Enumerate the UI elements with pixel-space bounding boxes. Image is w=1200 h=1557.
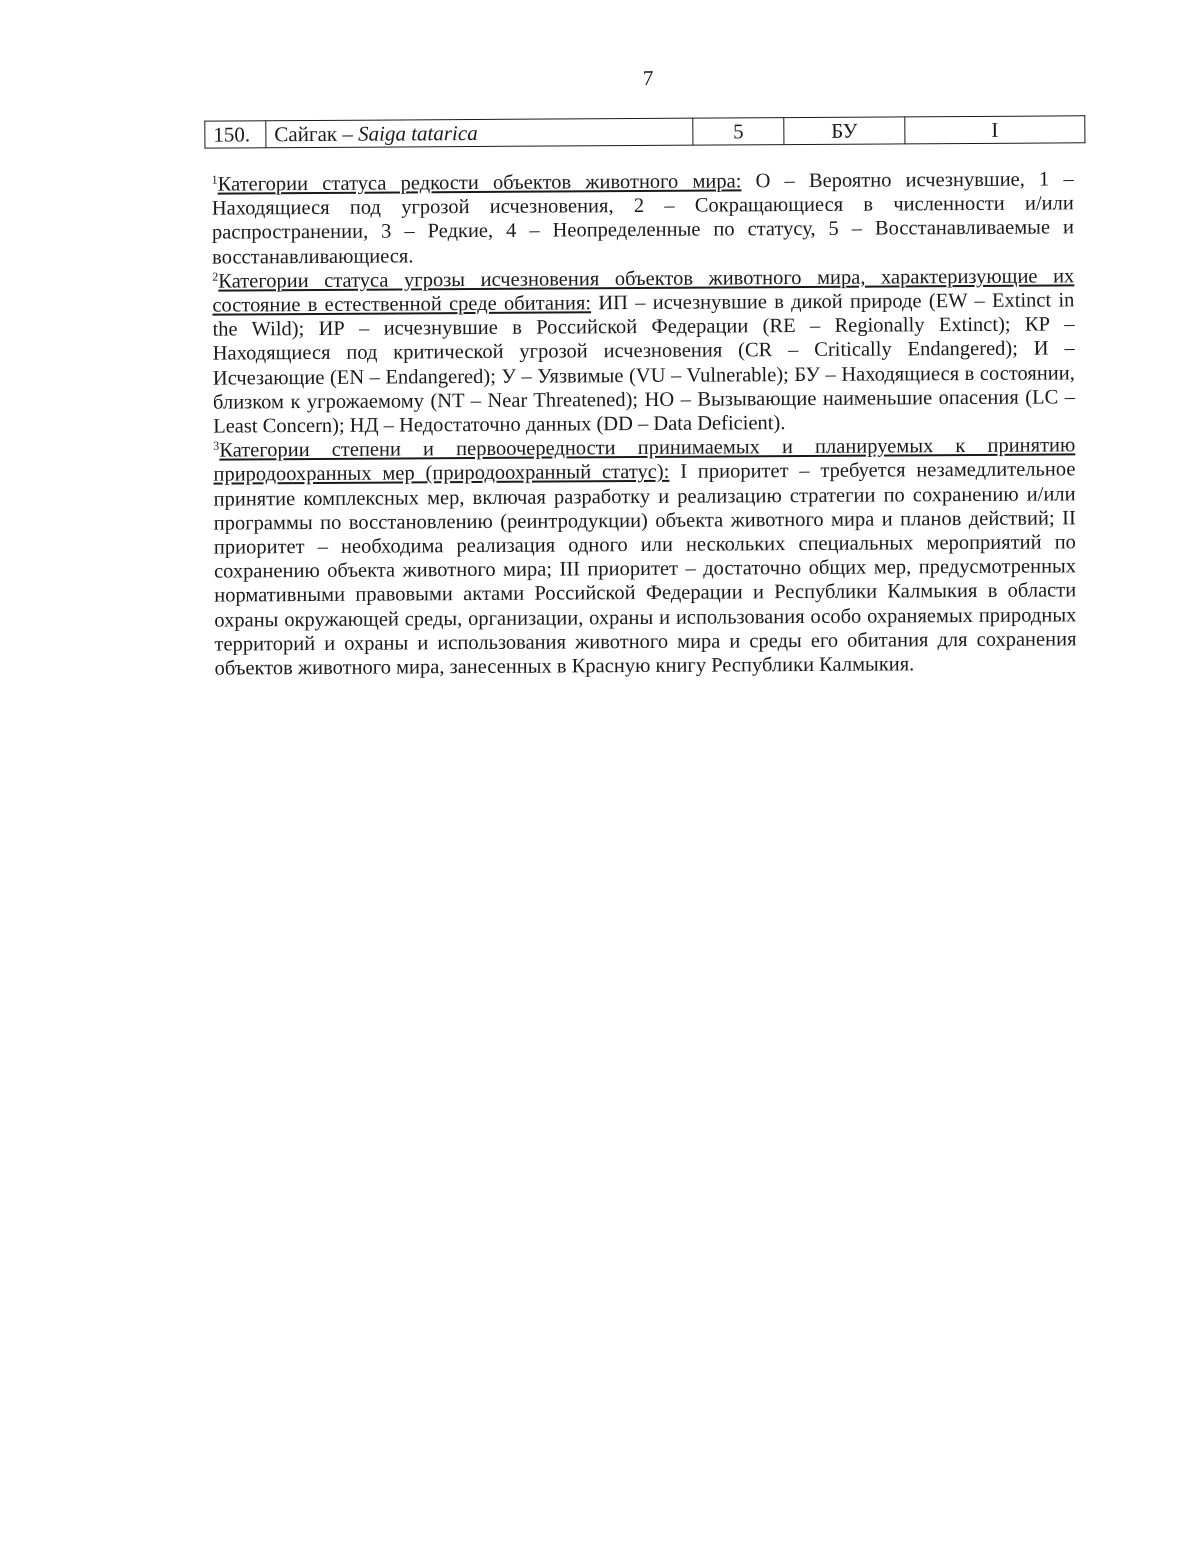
footnote-heading: Категории статуса редкости объектов животного мира: xyxy=(217,170,742,196)
footnote-body: О – Вероятно исчезнувшие, 1 – Находящиеся под угрозой исчезновения, 2 – Сокращающиеся в численности и/или распространении, 3 – Редкие, 4 – Неопределенные по статусу, 5 – Восстанавливаемые и восстанавливающиеся. xyxy=(211,168,1075,269)
page-number: 7 xyxy=(642,65,654,90)
footnote-rarity-categories xyxy=(212,167,1075,269)
footnote-marker: 2 xyxy=(212,269,219,284)
footnote-heading: Категории статуса угрозы исчезновения объектов животного мира, характеризующие их состояние в естественной среде обитания: xyxy=(212,265,1075,317)
table-row xyxy=(205,116,1085,148)
species-name-cell xyxy=(266,118,693,148)
footnote-heading: Категории степени и первоочередности принимаемых и планируемых к принятию природоохранных мер (природоохранный статус): xyxy=(213,434,1076,487)
conservation-status-cell: I xyxy=(905,116,1085,144)
footnote-body: ИП – исчезнувшие в дикой природе (EW – Extinct in the Wild); ИР – исчезнувшие в Российской Федерации (RE – Regionally Extinct); КР – Находящиеся под критической угрозой исчезновения (CR – Critically Endangered); И – Исчезающие (EN – Endangered); У – Уязвимые (VU – Vulnerable); БУ – Находящиеся в состоянии, близком к угрожаемому (NT – Near Threatened); НО – Вызывающие наименьшие опасения (LC – Least Concern); НД – Недостаточно данных (DD – Data Deficient). xyxy=(212,289,1076,438)
footnote-conservation-priority xyxy=(213,434,1076,681)
footnote-body: I приоритет – требуется незамедлительное принятие комплексных мер, включая разработку и реализацию стратегии по сохранению и/или программы по восстановлению (реинтродукции) объекта животного мира и планов действий; II приоритет – необходима реализация одного или нескольких специальных мероприятий по сохранению объекта животного мира; III приоритет – достаточно общих мер, предусмотренных нормативными правовыми актами Российской Федерации и Республики Калмыкия в области охраны окружающей среды, организации, охраны и использования особо охраняемых природных территорий и охраны и использования животного мира и среды его обитания для сохранения объектов животного мира, занесенных в Красную книгу Республики Калмыкия. xyxy=(213,458,1077,680)
threat-category-cell: БУ xyxy=(784,117,905,145)
species-name-ru: Сайгак xyxy=(274,121,338,147)
footnote-threat-categories xyxy=(212,264,1075,439)
species-table xyxy=(204,115,1085,148)
row-number-cell: 150. xyxy=(205,121,266,148)
name-dash: – xyxy=(336,121,359,146)
footnotes xyxy=(212,167,1077,681)
species-name-latin: Saiga tatarica xyxy=(357,120,478,146)
footnote-marker: 3 xyxy=(213,438,220,453)
footnote-marker: 1 xyxy=(211,172,218,187)
rarity-category-cell: 5 xyxy=(693,118,784,146)
